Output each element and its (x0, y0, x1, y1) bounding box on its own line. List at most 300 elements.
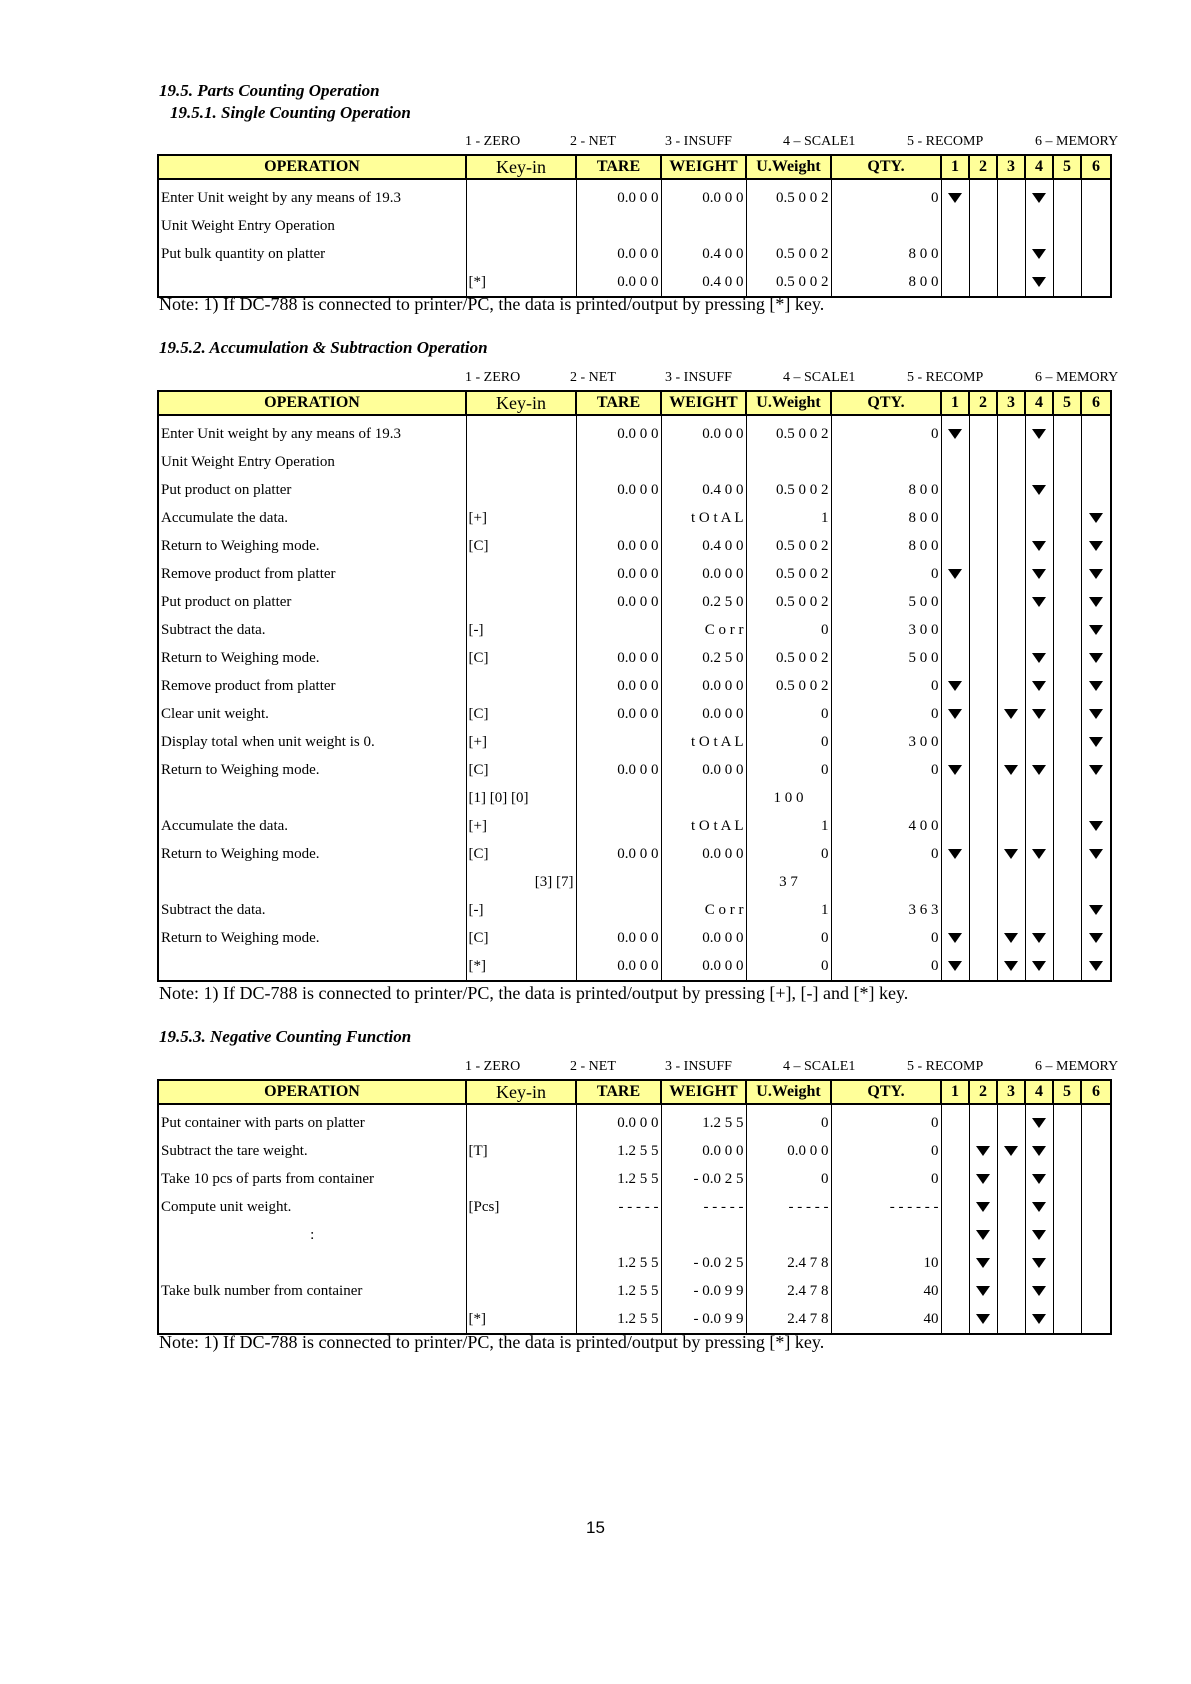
down-triangle-icon (1032, 193, 1046, 203)
down-triangle-icon (1032, 1258, 1046, 1268)
cell-key-in (466, 1249, 576, 1277)
cell-indicator-3 (997, 1109, 1025, 1137)
cell-key-in: [*] (466, 952, 576, 981)
cell-indicator-5 (1053, 756, 1081, 784)
cell-indicator-1 (941, 1165, 969, 1193)
cell-indicator-3 (997, 476, 1025, 504)
cell-indicator-1 (941, 476, 969, 504)
cell-indicator-1 (941, 560, 969, 588)
cell-indicator-2 (969, 184, 997, 212)
cell-operation: Enter Unit weight by any means of 19.3 (158, 420, 466, 448)
cell-weight: 0.0 0 0 (661, 420, 746, 448)
table-row (158, 184, 1111, 212)
header-col-ind-3: 3 (997, 391, 1025, 415)
cell-indicator-2 (969, 868, 997, 896)
cell-operation: Accumulate the data. (158, 812, 466, 840)
down-triangle-icon (976, 1258, 990, 1268)
down-triangle-icon (1032, 961, 1046, 971)
cell-key-in (466, 448, 576, 476)
cell-indicator-4 (1025, 1305, 1053, 1334)
down-triangle-icon (1032, 429, 1046, 439)
cell-indicator-6 (1081, 840, 1111, 868)
cell-indicator-3 (997, 700, 1025, 728)
table-row (158, 700, 1111, 728)
cell-key-in: [C] (466, 924, 576, 952)
cell-indicator-6 (1081, 588, 1111, 616)
note-accumulation: Note: 1) If DC-788 is connected to printer/PC, the data is printed/output by pressing [+], [-] and [*] key. (159, 983, 909, 1003)
cell-indicator-1 (941, 1277, 969, 1305)
cell-qty: 0 (831, 952, 941, 981)
cell-qty (831, 1221, 941, 1249)
cell-operation: Remove product from platter (158, 672, 466, 700)
header-col-ind-4: 4 (1025, 1080, 1053, 1104)
cell-indicator-4 (1025, 448, 1053, 476)
header-row (158, 1080, 1111, 1104)
header-col-qty: QTY. (831, 1080, 941, 1104)
indicator-legend-3 (465, 1059, 1125, 1077)
cell-indicator-4 (1025, 756, 1053, 784)
cell-tare: 0.0 0 0 (576, 700, 661, 728)
cell-qty: 8 0 0 (831, 268, 941, 297)
cell-indicator-5 (1053, 700, 1081, 728)
down-triangle-icon (1004, 961, 1018, 971)
cell-indicator-1 (941, 532, 969, 560)
table-row (158, 476, 1111, 504)
header-col-operation: OPERATION (158, 391, 466, 415)
cell-indicator-6 (1081, 1109, 1111, 1137)
cell-indicator-2 (969, 1137, 997, 1165)
table-row (158, 616, 1111, 644)
header-col-qty: QTY. (831, 155, 941, 179)
cell-qty (831, 448, 941, 476)
cell-qty: 8 0 0 (831, 240, 941, 268)
cell-key-in: [T] (466, 1137, 576, 1165)
cell-operation: Put product on platter (158, 476, 466, 504)
cell-indicator-6 (1081, 448, 1111, 476)
cell-unit-weight: 2.4 7 8 (746, 1277, 831, 1305)
cell-indicator-3 (997, 784, 1025, 812)
legend-insuff: 3 - INSUFF (665, 134, 732, 149)
cell-key-in (466, 672, 576, 700)
header-col-ind-5: 5 (1053, 155, 1081, 179)
cell-unit-weight: 0 (746, 728, 831, 756)
cell-tare: 0.0 0 0 (576, 476, 661, 504)
cell-indicator-2 (969, 268, 997, 297)
cell-indicator-3 (997, 448, 1025, 476)
cell-indicator-4 (1025, 532, 1053, 560)
cell-indicator-4 (1025, 1165, 1053, 1193)
legend-zero: 1 - ZERO (465, 370, 521, 385)
cell-indicator-6 (1081, 476, 1111, 504)
down-triangle-icon (1004, 849, 1018, 859)
cell-operation: Unit Weight Entry Operation (158, 448, 466, 476)
cell-indicator-6 (1081, 184, 1111, 212)
cell-indicator-3 (997, 504, 1025, 532)
down-triangle-icon (1004, 933, 1018, 943)
indicator-legend-1 (465, 134, 1125, 152)
table-row (158, 728, 1111, 756)
cell-indicator-4 (1025, 212, 1053, 240)
cell-qty: 3 6 3 (831, 896, 941, 924)
down-triangle-icon (1032, 653, 1046, 663)
header-col-operation: OPERATION (158, 1080, 466, 1104)
down-triangle-icon (1089, 961, 1103, 971)
down-triangle-icon (976, 1146, 990, 1156)
cell-weight: - 0.0 9 9 (661, 1277, 746, 1305)
cell-indicator-3 (997, 588, 1025, 616)
cell-indicator-4 (1025, 616, 1053, 644)
down-triangle-icon (1089, 569, 1103, 579)
cell-weight (661, 784, 746, 812)
down-triangle-icon (1089, 597, 1103, 607)
cell-unit-weight: 0.5 0 0 2 (746, 420, 831, 448)
down-triangle-icon (1032, 541, 1046, 551)
down-triangle-icon (1032, 1118, 1046, 1128)
cell-indicator-6 (1081, 420, 1111, 448)
cell-qty (831, 868, 941, 896)
table-row (158, 420, 1111, 448)
cell-key-in (466, 212, 576, 240)
cell-indicator-3 (997, 924, 1025, 952)
cell-unit-weight: 0.5 0 0 2 (746, 532, 831, 560)
legend-memory: 6 – MEMORY (1035, 1059, 1119, 1074)
cell-indicator-4 (1025, 1221, 1053, 1249)
cell-indicator-2 (969, 1165, 997, 1193)
cell-indicator-3 (997, 616, 1025, 644)
cell-key-in (466, 560, 576, 588)
cell-indicator-3 (997, 1305, 1025, 1334)
cell-tare: 0.0 0 0 (576, 840, 661, 868)
header-col-ind-2: 2 (969, 155, 997, 179)
cell-indicator-4 (1025, 644, 1053, 672)
down-triangle-icon (1032, 681, 1046, 691)
cell-indicator-3 (997, 1165, 1025, 1193)
down-triangle-icon (948, 933, 962, 943)
cell-indicator-1 (941, 588, 969, 616)
table-row (158, 588, 1111, 616)
down-triangle-icon (948, 569, 962, 579)
cell-unit-weight: 1 (746, 812, 831, 840)
cell-indicator-5 (1053, 812, 1081, 840)
cell-unit-weight: 0.5 0 0 2 (746, 588, 831, 616)
cell-indicator-2 (969, 1193, 997, 1221)
cell-indicator-2 (969, 700, 997, 728)
cell-indicator-1 (941, 784, 969, 812)
cell-indicator-5 (1053, 840, 1081, 868)
cell-tare (576, 212, 661, 240)
cell-indicator-6 (1081, 728, 1111, 756)
cell-unit-weight: 0.5 0 0 2 (746, 268, 831, 297)
legend-zero: 1 - ZERO (465, 1059, 521, 1074)
cell-tare: 1.2 5 5 (576, 1137, 661, 1165)
down-triangle-icon (948, 961, 962, 971)
down-triangle-icon (1089, 541, 1103, 551)
cell-weight: 0.4 0 0 (661, 532, 746, 560)
cell-indicator-5 (1053, 896, 1081, 924)
legend-memory: 6 – MEMORY (1035, 134, 1119, 149)
cell-indicator-4 (1025, 672, 1053, 700)
cell-operation: Take 10 pcs of parts from container (158, 1165, 466, 1193)
cell-indicator-4 (1025, 1137, 1053, 1165)
cell-operation: Return to Weighing mode. (158, 924, 466, 952)
cell-key-in: [+] (466, 504, 576, 532)
cell-indicator-6 (1081, 896, 1111, 924)
cell-qty: 40 (831, 1277, 941, 1305)
cell-operation (158, 1249, 466, 1277)
table-row (158, 1305, 1111, 1334)
cell-indicator-1 (941, 700, 969, 728)
header-col-ind-2: 2 (969, 391, 997, 415)
cell-weight: - 0.0 2 5 (661, 1249, 746, 1277)
cell-tare: 1.2 5 5 (576, 1277, 661, 1305)
cell-indicator-6 (1081, 868, 1111, 896)
cell-operation: Put product on platter (158, 588, 466, 616)
cell-indicator-5 (1053, 616, 1081, 644)
cell-indicator-5 (1053, 952, 1081, 981)
cell-tare (576, 448, 661, 476)
down-triangle-icon (1089, 681, 1103, 691)
cell-indicator-1 (941, 1109, 969, 1137)
cell-qty (831, 784, 941, 812)
cell-indicator-6 (1081, 504, 1111, 532)
note-single-counting: Note: 1) If DC-788 is connected to printer/PC, the data is printed/output by pressing [*] key. (159, 294, 825, 314)
header-row (158, 155, 1111, 179)
cell-qty: 3 0 0 (831, 616, 941, 644)
cell-indicator-1 (941, 1221, 969, 1249)
legend-scale1: 4 – SCALE1 (783, 1059, 856, 1074)
cell-indicator-2 (969, 1221, 997, 1249)
header-col-weight: WEIGHT (661, 1080, 746, 1104)
cell-key-in: [Pcs] (466, 1193, 576, 1221)
cell-indicator-1 (941, 240, 969, 268)
table-row (158, 212, 1111, 240)
cell-indicator-5 (1053, 212, 1081, 240)
cell-key-in: [C] (466, 700, 576, 728)
cell-indicator-6 (1081, 952, 1111, 981)
cell-qty: 0 (831, 1165, 941, 1193)
cell-key-in (466, 476, 576, 504)
cell-indicator-1 (941, 896, 969, 924)
cell-unit-weight: 2.4 7 8 (746, 1249, 831, 1277)
cell-weight: 0.0 0 0 (661, 560, 746, 588)
cell-indicator-5 (1053, 728, 1081, 756)
header-col-ind-4: 4 (1025, 391, 1053, 415)
table-row (158, 1109, 1111, 1137)
cell-indicator-2 (969, 840, 997, 868)
legend-scale1: 4 – SCALE1 (783, 370, 856, 385)
cell-qty: 5 0 0 (831, 644, 941, 672)
cell-unit-weight: 1 0 0 (746, 784, 831, 812)
cell-tare: 0.0 0 0 (576, 560, 661, 588)
cell-unit-weight: 0.5 0 0 2 (746, 672, 831, 700)
cell-indicator-3 (997, 896, 1025, 924)
cell-indicator-2 (969, 476, 997, 504)
cell-indicator-5 (1053, 1109, 1081, 1137)
cell-indicator-4 (1025, 268, 1053, 297)
down-triangle-icon (1032, 1174, 1046, 1184)
cell-indicator-3 (997, 840, 1025, 868)
indicator-legend-2 (465, 370, 1125, 388)
table-row (158, 840, 1111, 868)
cell-key-in: [C] (466, 756, 576, 784)
cell-indicator-5 (1053, 476, 1081, 504)
cell-indicator-1 (941, 448, 969, 476)
cell-key-in (466, 1109, 576, 1137)
legend-scale1: 4 – SCALE1 (783, 134, 856, 149)
section-heading-19-5: 19.5. Parts Counting Operation (159, 81, 380, 100)
cell-indicator-3 (997, 420, 1025, 448)
cell-indicator-6 (1081, 616, 1111, 644)
cell-tare: 0.0 0 0 (576, 420, 661, 448)
cell-indicator-5 (1053, 420, 1081, 448)
header-col-operation: OPERATION (158, 155, 466, 179)
cell-operation (158, 868, 466, 896)
cell-operation (158, 268, 466, 297)
down-triangle-icon (976, 1202, 990, 1212)
cell-indicator-1 (941, 672, 969, 700)
cell-indicator-6 (1081, 1137, 1111, 1165)
down-triangle-icon (1089, 737, 1103, 747)
cell-indicator-3 (997, 644, 1025, 672)
cell-weight: 1.2 5 5 (661, 1109, 746, 1137)
cell-key-in: [C] (466, 840, 576, 868)
cell-key-in: [*] (466, 1305, 576, 1334)
cell-tare: 1.2 5 5 (576, 1305, 661, 1334)
down-triangle-icon (948, 193, 962, 203)
cell-tare: 0.0 0 0 (576, 268, 661, 297)
header-col-ind-3: 3 (997, 155, 1025, 179)
table-row (158, 560, 1111, 588)
cell-weight: 0.0 0 0 (661, 700, 746, 728)
header-col-ind-6: 6 (1081, 1080, 1111, 1104)
cell-indicator-5 (1053, 1137, 1081, 1165)
down-triangle-icon (976, 1286, 990, 1296)
cell-key-in (466, 588, 576, 616)
cell-indicator-3 (997, 1193, 1025, 1221)
cell-qty: 3 0 0 (831, 728, 941, 756)
cell-indicator-3 (997, 268, 1025, 297)
cell-weight (661, 448, 746, 476)
cell-indicator-2 (969, 1305, 997, 1334)
cell-indicator-6 (1081, 1165, 1111, 1193)
down-triangle-icon (1089, 513, 1103, 523)
cell-operation: Subtract the data. (158, 616, 466, 644)
cell-operation: : (158, 1221, 466, 1249)
cell-operation: Return to Weighing mode. (158, 644, 466, 672)
legend-zero: 1 - ZERO (465, 134, 521, 149)
down-triangle-icon (1004, 709, 1018, 719)
cell-unit-weight: 0 (746, 700, 831, 728)
cell-unit-weight: 0 (746, 756, 831, 784)
header-col-qty: QTY. (831, 391, 941, 415)
cell-unit-weight: 0 (746, 924, 831, 952)
cell-indicator-4 (1025, 560, 1053, 588)
cell-indicator-5 (1053, 560, 1081, 588)
cell-indicator-6 (1081, 212, 1111, 240)
cell-indicator-1 (941, 952, 969, 981)
cell-indicator-2 (969, 532, 997, 560)
header-col-ind-5: 5 (1053, 1080, 1081, 1104)
legend-recomp: 5 - RECOMP (907, 1059, 984, 1074)
down-triangle-icon (1089, 765, 1103, 775)
cell-unit-weight: 3 7 (746, 868, 831, 896)
cell-weight: 0.0 0 0 (661, 1137, 746, 1165)
cell-indicator-2 (969, 616, 997, 644)
cell-tare (576, 504, 661, 532)
cell-operation: Enter Unit weight by any means of 19.3 (158, 184, 466, 212)
cell-indicator-6 (1081, 812, 1111, 840)
cell-indicator-3 (997, 728, 1025, 756)
cell-weight: 0.0 0 0 (661, 184, 746, 212)
cell-qty: 0 (831, 1109, 941, 1137)
cell-qty: 0 (831, 1137, 941, 1165)
down-triangle-icon (1032, 933, 1046, 943)
cell-indicator-3 (997, 560, 1025, 588)
cell-indicator-4 (1025, 728, 1053, 756)
down-triangle-icon (1032, 1314, 1046, 1324)
cell-weight: - - - - - (661, 1193, 746, 1221)
cell-unit-weight: 0 (746, 952, 831, 981)
cell-indicator-6 (1081, 756, 1111, 784)
table-row (158, 924, 1111, 952)
cell-indicator-6 (1081, 700, 1111, 728)
cell-operation: Unit Weight Entry Operation (158, 212, 466, 240)
legend-net: 2 - NET (570, 134, 616, 149)
cell-indicator-4 (1025, 476, 1053, 504)
cell-weight: 0.0 0 0 (661, 672, 746, 700)
cell-indicator-6 (1081, 532, 1111, 560)
cell-indicator-4 (1025, 1109, 1053, 1137)
cell-tare: 0.0 0 0 (576, 588, 661, 616)
down-triangle-icon (948, 709, 962, 719)
header-col-weight: WEIGHT (661, 155, 746, 179)
header-col-key-in: Key-in (466, 1080, 576, 1104)
page-number: 15 (586, 1518, 605, 1537)
table-row (158, 812, 1111, 840)
cell-indicator-3 (997, 1277, 1025, 1305)
cell-weight: t O t A L (661, 728, 746, 756)
down-triangle-icon (976, 1314, 990, 1324)
cell-indicator-2 (969, 1109, 997, 1137)
cell-indicator-6 (1081, 240, 1111, 268)
legend-recomp: 5 - RECOMP (907, 134, 984, 149)
cell-key-in: [*] (466, 268, 576, 297)
cell-indicator-6 (1081, 1193, 1111, 1221)
cell-indicator-5 (1053, 1305, 1081, 1334)
cell-weight (661, 868, 746, 896)
cell-unit-weight: 0 (746, 840, 831, 868)
cell-weight (661, 1221, 746, 1249)
cell-tare: 0.0 0 0 (576, 924, 661, 952)
table-row (158, 1221, 1111, 1249)
cell-weight: t O t A L (661, 504, 746, 532)
cell-indicator-5 (1053, 532, 1081, 560)
cell-indicator-5 (1053, 268, 1081, 297)
cell-unit-weight: 0 (746, 616, 831, 644)
cell-unit-weight: 0 (746, 1109, 831, 1137)
down-triangle-icon (948, 765, 962, 775)
cell-indicator-6 (1081, 1305, 1111, 1334)
cell-operation: Subtract the data. (158, 896, 466, 924)
cell-key-in (466, 240, 576, 268)
header-col-ind-1: 1 (941, 155, 969, 179)
cell-operation: Put container with parts on platter (158, 1109, 466, 1137)
cell-indicator-3 (997, 868, 1025, 896)
cell-indicator-5 (1053, 672, 1081, 700)
cell-indicator-4 (1025, 240, 1053, 268)
cell-unit-weight: - - - - - (746, 1193, 831, 1221)
cell-weight: 0.0 0 0 (661, 952, 746, 981)
